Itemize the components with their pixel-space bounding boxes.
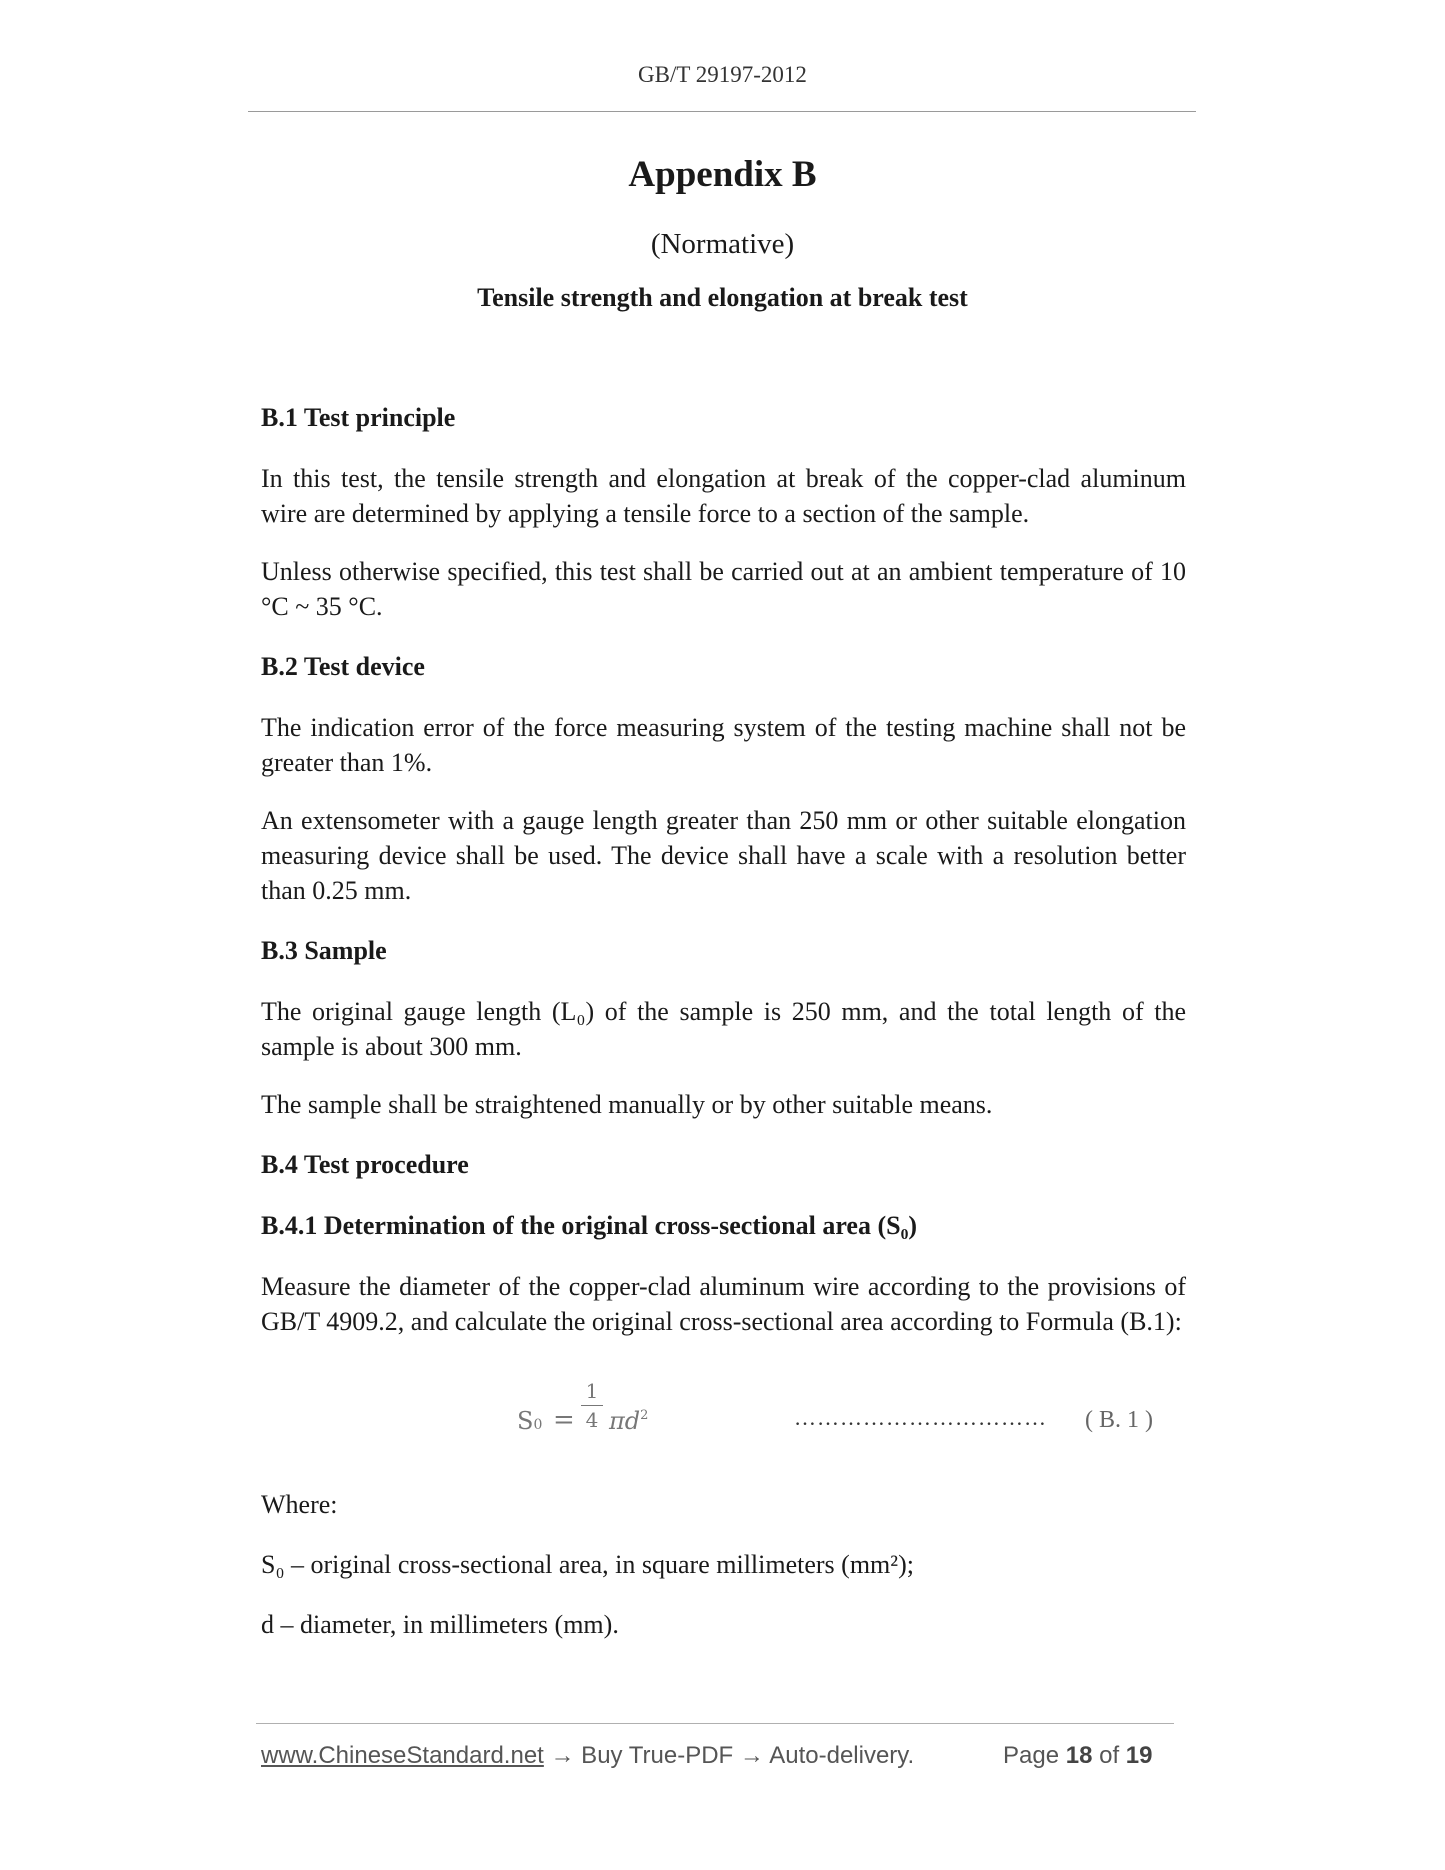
- formula-denominator: 4: [585, 1408, 599, 1432]
- document-code-header: GB/T 29197-2012: [638, 62, 807, 87]
- section-b2-paragraph-2: An extensometer with a gauge length greater than 250 mm or other suitable elongation measuring device shall be used. The device shall have a scale with a resolution better than 0.25 mm.: [261, 806, 1186, 905]
- definition-s0: S₀ – original cross-sectional area, in square millimeters (mm²);: [261, 1550, 914, 1579]
- appendix-subtitle: Tensile strength and elongation at break test: [477, 283, 968, 312]
- section-b41-paragraph-1: Measure the diameter of the copper-clad aluminum wire according to the provisions of GB/T 4909.2, and calculate the original cross-sectional area according to Formula (B.1):: [261, 1272, 1186, 1336]
- section-b3-paragraph-1: The original gauge length (L₀) of the sample is 250 mm, and the total length of the sample is about 300 mm.: [261, 997, 1186, 1061]
- fraction-bar: [581, 1405, 603, 1406]
- formula-numerator: 1: [585, 1379, 599, 1403]
- page-current: 18: [1065, 1742, 1093, 1769]
- document-body: [261, 400, 1186, 1642]
- formula-fraction: [581, 1379, 603, 1432]
- page-total: 19: [1125, 1742, 1153, 1769]
- formula-rhs: $\pi d^2$: [609, 1407, 649, 1435]
- footer-divider: [256, 1723, 1174, 1724]
- page-label: Page: [1003, 1742, 1060, 1769]
- section-b2-paragraph-1: The indication error of the force measuring system of the testing machine shall not be greater than 1%.: [261, 713, 1186, 777]
- header-divider: [248, 111, 1196, 112]
- section-b1-paragraph-1: In this test, the tensile strength and elongation at break of the copper-clad aluminum wire are determined by applying a tensile force to a section of the sample.: [261, 464, 1186, 528]
- appendix-title: Appendix B: [628, 154, 817, 195]
- section-b4-heading: B.4 Test procedure: [261, 1150, 469, 1179]
- website-link[interactable]: www.ChineseStandard.net: [261, 1742, 544, 1769]
- page-indicator: [1003, 1742, 1153, 1770]
- section-b1-heading: B.1 Test principle: [261, 403, 456, 432]
- formula-lhs: S0: [517, 1407, 543, 1435]
- formula-b1: [261, 1367, 1186, 1487]
- section-b41-heading: B.4.1 Determination of the original cross-sectional area (S₀): [261, 1211, 918, 1240]
- where-label: Where:: [261, 1490, 338, 1519]
- of-label: of: [1099, 1742, 1120, 1769]
- section-b2-heading: B.2 Test device: [261, 652, 425, 681]
- section-b3-paragraph-2: The sample shall be straightened manually or by other suitable means.: [261, 1090, 993, 1119]
- normative-label: (Normative): [650, 228, 795, 260]
- footer-promo: [261, 1742, 914, 1770]
- section-b1-paragraph-2: Unless otherwise specified, this test shall be carried out at an ambient temperature of 10 °C ~ 35 °C.: [261, 557, 1186, 621]
- formula-leader-dots: ……………………………: [794, 1405, 1047, 1430]
- definition-d: d – diameter, in millimeters (mm).: [261, 1610, 619, 1639]
- section-b3-heading: B.3 Sample: [261, 936, 387, 965]
- formula-equals: =: [553, 1405, 575, 1435]
- footer-promo-text: → Buy True-PDF → Auto-delivery.: [543, 1742, 915, 1769]
- formula-number: ( B. 1 ): [1085, 1407, 1153, 1433]
